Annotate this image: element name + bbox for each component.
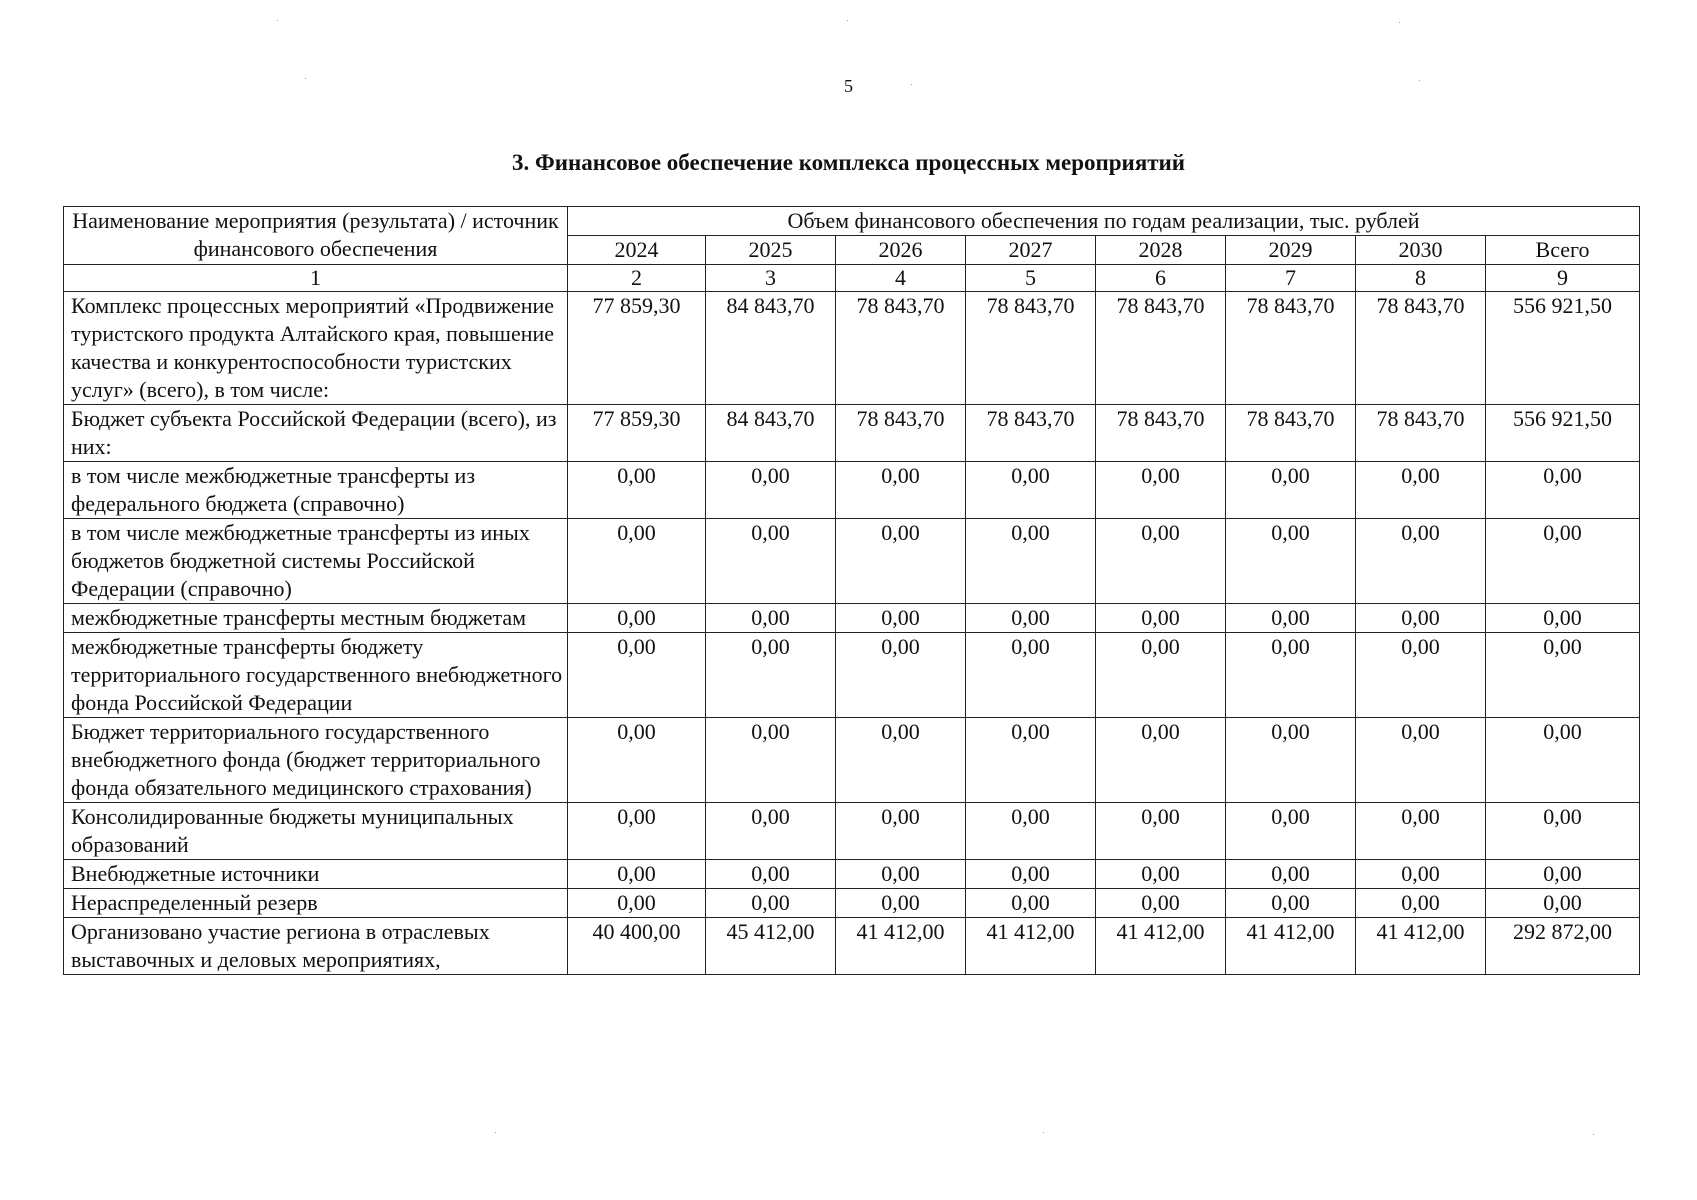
row-value-cell: 41 412,00 bbox=[966, 918, 1096, 975]
row-value-cell: 0,00 bbox=[568, 604, 706, 633]
row-value-cell: 0,00 bbox=[966, 462, 1096, 519]
row-value-cell: 0,00 bbox=[1096, 718, 1226, 803]
table-row bbox=[64, 519, 1640, 604]
row-value-cell: 77 859,30 bbox=[568, 292, 706, 405]
row-value-cell: 78 843,70 bbox=[1356, 292, 1486, 405]
row-total-cell: 0,00 bbox=[1486, 633, 1640, 718]
row-total-cell: 0,00 bbox=[1486, 889, 1640, 918]
row-name-cell: межбюджетные трансферты бюджету территориального государственного внебюджетного фонда Российской Федерации bbox=[64, 633, 568, 718]
financing-table-container bbox=[63, 206, 1639, 975]
table-row bbox=[64, 860, 1640, 889]
row-value-cell: 0,00 bbox=[1356, 889, 1486, 918]
row-value-cell: 0,00 bbox=[568, 803, 706, 860]
row-value-cell: 41 412,00 bbox=[1096, 918, 1226, 975]
section-title: 3. Финансовое обеспечение комплекса процессных мероприятий bbox=[511, 150, 1186, 175]
row-value-cell: 0,00 bbox=[966, 718, 1096, 803]
row-value-cell: 78 843,70 bbox=[1356, 405, 1486, 462]
header-year-cell: 2026 bbox=[836, 236, 966, 265]
row-value-cell: 0,00 bbox=[568, 860, 706, 889]
row-value-cell: 0,00 bbox=[706, 889, 836, 918]
row-value-cell: 78 843,70 bbox=[836, 292, 966, 405]
header-total-cell: Всего bbox=[1486, 236, 1640, 265]
row-name-cell: Нераспределенный резерв bbox=[64, 889, 568, 918]
column-number-cell: 6 bbox=[1096, 265, 1226, 292]
row-value-cell: 0,00 bbox=[1356, 860, 1486, 889]
row-total-cell: 556 921,50 bbox=[1486, 292, 1640, 405]
table-row bbox=[64, 718, 1640, 803]
row-value-cell: 0,00 bbox=[1226, 519, 1356, 604]
row-value-cell: 41 412,00 bbox=[836, 918, 966, 975]
row-name-cell: Организовано участие региона в отраслевых выставочных и деловых мероприятиях, bbox=[64, 918, 568, 975]
page-number: 5 bbox=[844, 76, 853, 96]
row-value-cell: 0,00 bbox=[966, 633, 1096, 718]
row-value-cell: 41 412,00 bbox=[1356, 918, 1486, 975]
row-value-cell: 0,00 bbox=[1356, 604, 1486, 633]
row-value-cell: 0,00 bbox=[1226, 718, 1356, 803]
column-number-cell: 9 bbox=[1486, 265, 1640, 292]
row-name-cell: межбюджетные трансферты местным бюджетам bbox=[64, 604, 568, 633]
row-value-cell: 0,00 bbox=[836, 462, 966, 519]
row-value-cell: 41 412,00 bbox=[1226, 918, 1356, 975]
row-value-cell: 0,00 bbox=[836, 889, 966, 918]
row-value-cell: 0,00 bbox=[568, 718, 706, 803]
row-value-cell: 84 843,70 bbox=[706, 292, 836, 405]
row-value-cell: 0,00 bbox=[1096, 519, 1226, 604]
column-number-cell: 5 bbox=[966, 265, 1096, 292]
row-value-cell: 0,00 bbox=[706, 860, 836, 889]
header-year-cell: 2030 bbox=[1356, 236, 1486, 265]
table-row bbox=[64, 803, 1640, 860]
row-value-cell: 0,00 bbox=[1226, 860, 1356, 889]
scan-speck: . bbox=[1398, 16, 1401, 26]
row-total-cell: 0,00 bbox=[1486, 860, 1640, 889]
header-year-cell: 2025 bbox=[706, 236, 836, 265]
row-value-cell: 0,00 bbox=[1356, 519, 1486, 604]
row-value-cell: 0,00 bbox=[706, 604, 836, 633]
row-value-cell: 0,00 bbox=[836, 633, 966, 718]
column-number-cell: 2 bbox=[568, 265, 706, 292]
column-number-cell: 4 bbox=[836, 265, 966, 292]
row-value-cell: 0,00 bbox=[836, 519, 966, 604]
row-value-cell: 0,00 bbox=[706, 519, 836, 604]
row-value-cell: 0,00 bbox=[706, 633, 836, 718]
row-value-cell: 0,00 bbox=[1356, 462, 1486, 519]
row-value-cell: 0,00 bbox=[1226, 462, 1356, 519]
table-row bbox=[64, 918, 1640, 975]
row-value-cell: 0,00 bbox=[836, 718, 966, 803]
row-value-cell: 0,00 bbox=[568, 519, 706, 604]
row-name-cell: Бюджет территориального государственного внебюджетного фонда (бюджет территориального фонда обязательного медицинского страхования) bbox=[64, 718, 568, 803]
header-year-cell: 2027 bbox=[966, 236, 1096, 265]
row-value-cell: 0,00 bbox=[966, 803, 1096, 860]
table-body bbox=[64, 207, 1640, 975]
scan-speck: . bbox=[494, 1126, 497, 1136]
table-row bbox=[64, 462, 1640, 519]
header-volume-cell: Объем финансового обеспечения по годам реализации, тыс. рублей bbox=[568, 207, 1640, 236]
row-name-cell: Бюджет субъекта Российской Федерации (всего), из них: bbox=[64, 405, 568, 462]
row-value-cell: 0,00 bbox=[1096, 462, 1226, 519]
row-value-cell: 0,00 bbox=[1226, 633, 1356, 718]
row-value-cell: 0,00 bbox=[1096, 889, 1226, 918]
row-value-cell: 78 843,70 bbox=[966, 292, 1096, 405]
row-value-cell: 0,00 bbox=[1096, 803, 1226, 860]
header-name-cell: Наименование мероприятия (результата) / источник финансового обеспечения bbox=[64, 207, 568, 265]
table-row bbox=[64, 292, 1640, 405]
column-number-cell: 1 bbox=[64, 265, 568, 292]
row-value-cell: 0,00 bbox=[1096, 604, 1226, 633]
row-name-cell: Комплекс процессных мероприятий «Продвижение туристского продукта Алтайского края, повышение качества и конкурентоспособности туристских услуг» (всего), в том числе: bbox=[64, 292, 568, 405]
row-total-cell: 0,00 bbox=[1486, 803, 1640, 860]
financing-table bbox=[63, 206, 1640, 975]
row-value-cell: 0,00 bbox=[836, 604, 966, 633]
row-value-cell: 0,00 bbox=[706, 718, 836, 803]
row-value-cell: 0,00 bbox=[966, 860, 1096, 889]
row-value-cell: 0,00 bbox=[836, 803, 966, 860]
row-value-cell: 0,00 bbox=[1226, 604, 1356, 633]
row-value-cell: 0,00 bbox=[1096, 860, 1226, 889]
row-value-cell: 78 843,70 bbox=[1226, 292, 1356, 405]
row-value-cell: 78 843,70 bbox=[1096, 292, 1226, 405]
row-value-cell: 0,00 bbox=[1096, 633, 1226, 718]
row-name-cell: в том числе межбюджетные трансферты из иных бюджетов бюджетной системы Российской Федерации (справочно) bbox=[64, 519, 568, 604]
header-year-cell: 2029 bbox=[1226, 236, 1356, 265]
scan-speck: . bbox=[1592, 1128, 1595, 1138]
table-row bbox=[64, 889, 1640, 918]
row-value-cell: 0,00 bbox=[836, 860, 966, 889]
row-value-cell: 0,00 bbox=[1226, 803, 1356, 860]
row-value-cell: 0,00 bbox=[1356, 633, 1486, 718]
row-value-cell: 0,00 bbox=[1356, 803, 1486, 860]
row-total-cell: 292 872,00 bbox=[1486, 918, 1640, 975]
column-number-cell: 7 bbox=[1226, 265, 1356, 292]
row-value-cell: 78 843,70 bbox=[1096, 405, 1226, 462]
column-number-cell: 3 bbox=[706, 265, 836, 292]
row-value-cell: 0,00 bbox=[568, 889, 706, 918]
row-value-cell: 0,00 bbox=[706, 803, 836, 860]
row-total-cell: 0,00 bbox=[1486, 718, 1640, 803]
table-row bbox=[64, 604, 1640, 633]
row-value-cell: 0,00 bbox=[1226, 889, 1356, 918]
column-number-row bbox=[64, 265, 1640, 292]
header-row-top bbox=[64, 207, 1640, 236]
row-value-cell: 45 412,00 bbox=[706, 918, 836, 975]
row-value-cell: 0,00 bbox=[966, 604, 1096, 633]
row-value-cell: 78 843,70 bbox=[836, 405, 966, 462]
scan-speck: . bbox=[304, 72, 307, 82]
row-name-cell: в том числе межбюджетные трансферты из федерального бюджета (справочно) bbox=[64, 462, 568, 519]
row-value-cell: 0,00 bbox=[706, 462, 836, 519]
row-value-cell: 0,00 bbox=[568, 462, 706, 519]
row-total-cell: 0,00 bbox=[1486, 604, 1640, 633]
header-year-cell: 2024 bbox=[568, 236, 706, 265]
row-total-cell: 556 921,50 bbox=[1486, 405, 1640, 462]
header-year-cell: 2028 bbox=[1096, 236, 1226, 265]
row-name-cell: Внебюджетные источники bbox=[64, 860, 568, 889]
row-value-cell: 0,00 bbox=[966, 519, 1096, 604]
scan-speck: . bbox=[276, 14, 279, 24]
row-value-cell: 0,00 bbox=[966, 889, 1096, 918]
row-value-cell: 0,00 bbox=[568, 633, 706, 718]
row-value-cell: 78 843,70 bbox=[966, 405, 1096, 462]
row-value-cell: 77 859,30 bbox=[568, 405, 706, 462]
scan-speck: . bbox=[1418, 74, 1421, 84]
table-row bbox=[64, 633, 1640, 718]
column-number-cell: 8 bbox=[1356, 265, 1486, 292]
row-value-cell: 84 843,70 bbox=[706, 405, 836, 462]
row-total-cell: 0,00 bbox=[1486, 462, 1640, 519]
row-name-cell: Консолидированные бюджеты муниципальных образований bbox=[64, 803, 568, 860]
row-value-cell: 78 843,70 bbox=[1226, 405, 1356, 462]
row-value-cell: 40 400,00 bbox=[568, 918, 706, 975]
row-value-cell: 0,00 bbox=[1356, 718, 1486, 803]
table-row bbox=[64, 405, 1640, 462]
row-total-cell: 0,00 bbox=[1486, 519, 1640, 604]
scan-speck: . bbox=[910, 78, 913, 88]
scan-speck: . bbox=[1042, 1126, 1045, 1136]
scan-speck: . bbox=[846, 14, 849, 24]
